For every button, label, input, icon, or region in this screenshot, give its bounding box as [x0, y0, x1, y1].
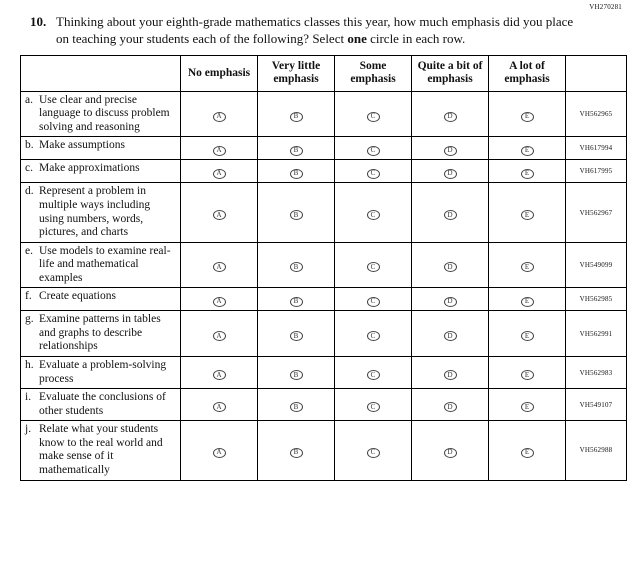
- answer-circle[interactable]: D: [444, 169, 457, 179]
- answer-cell-some: [335, 421, 412, 480]
- table-row: [21, 421, 627, 480]
- answer-circle[interactable]: C: [367, 169, 380, 179]
- answer-circle[interactable]: E: [521, 146, 534, 156]
- answer-cell-some: [335, 242, 412, 288]
- row-letter: j.: [25, 423, 32, 436]
- answer-circle[interactable]: C: [367, 146, 380, 156]
- row-label: Use clear and precise language to discuss problem solving and reasoning: [39, 93, 170, 133]
- row-label-cell: [21, 311, 181, 357]
- column-header-quite-a-bit: Quite a bit of emphasis: [412, 56, 489, 91]
- row-label-cell: [21, 357, 181, 389]
- answer-cell-very-little: [258, 137, 335, 160]
- code-column-header: [566, 56, 627, 91]
- answer-circle[interactable]: A: [213, 297, 226, 307]
- row-code: VH617995: [566, 160, 627, 183]
- answer-circle[interactable]: A: [213, 262, 226, 272]
- answer-cell-no-emphasis: [181, 160, 258, 183]
- answer-cell-quite-a-bit: [412, 389, 489, 421]
- answer-circle[interactable]: D: [444, 370, 457, 380]
- answer-cell-a-lot: [489, 137, 566, 160]
- row-label: Make approximations: [39, 162, 140, 175]
- row-label-column-header: [21, 56, 181, 91]
- answer-cell-no-emphasis: [181, 242, 258, 288]
- answer-cell-a-lot: [489, 160, 566, 183]
- row-label-cell: [21, 288, 181, 311]
- answer-circle[interactable]: D: [444, 210, 457, 220]
- row-letter: b.: [25, 139, 34, 152]
- column-header-some: Some emphasis: [335, 56, 412, 91]
- answer-cell-very-little: [258, 421, 335, 480]
- answer-cell-some: [335, 91, 412, 137]
- row-letter: i.: [25, 391, 32, 404]
- table-row: [21, 288, 627, 311]
- answer-circle[interactable]: A: [213, 331, 226, 341]
- row-code: VH562991: [566, 311, 627, 357]
- answer-circle[interactable]: E: [521, 370, 534, 380]
- answer-cell-no-emphasis: [181, 288, 258, 311]
- answer-cell-no-emphasis: [181, 183, 258, 242]
- answer-circle[interactable]: C: [367, 448, 380, 458]
- answer-cell-a-lot: [489, 421, 566, 480]
- row-label-cell: [21, 91, 181, 137]
- answer-circle[interactable]: C: [367, 297, 380, 307]
- answer-circle[interactable]: C: [367, 402, 380, 412]
- row-letter: c.: [25, 162, 33, 175]
- question-text-start: Thinking about your eighth-grade mathematics classes this year, how much emphasis did you place on teaching your students each of the following? Select: [56, 14, 574, 46]
- column-header-no-emphasis: No emphasis: [181, 56, 258, 91]
- answer-cell-quite-a-bit: [412, 137, 489, 160]
- answer-circle[interactable]: A: [213, 146, 226, 156]
- answer-cell-some: [335, 311, 412, 357]
- answer-cell-some: [335, 357, 412, 389]
- answer-cell-a-lot: [489, 357, 566, 389]
- answer-cell-no-emphasis: [181, 389, 258, 421]
- answer-cell-some: [335, 137, 412, 160]
- answer-cell-very-little: [258, 357, 335, 389]
- answer-cell-very-little: [258, 183, 335, 242]
- answer-circle[interactable]: B: [290, 448, 303, 458]
- answer-circle[interactable]: D: [444, 402, 457, 412]
- answer-cell-quite-a-bit: [412, 91, 489, 137]
- answer-cell-very-little: [258, 242, 335, 288]
- table-row: [21, 137, 627, 160]
- page-code: VH270281: [589, 3, 622, 11]
- column-header-very-little: Very little emphasis: [258, 56, 335, 91]
- table-row: [21, 311, 627, 357]
- answer-circle[interactable]: A: [213, 169, 226, 179]
- answer-circle[interactable]: B: [290, 112, 303, 122]
- emphasis-table: [20, 55, 627, 480]
- table-row: [21, 242, 627, 288]
- table-header-row: [21, 56, 627, 91]
- question-text-end: circle in each row.: [370, 30, 466, 46]
- table-body: [21, 91, 627, 480]
- answer-circle[interactable]: B: [290, 262, 303, 272]
- column-header-a-lot: A lot of emphasis: [489, 56, 566, 91]
- question-number: 10.: [30, 14, 47, 29]
- question-bold-word: one: [347, 30, 367, 46]
- answer-cell-quite-a-bit: [412, 421, 489, 480]
- table-row: [21, 160, 627, 183]
- answer-cell-some: [335, 288, 412, 311]
- answer-cell-no-emphasis: [181, 357, 258, 389]
- answer-circle[interactable]: E: [521, 448, 534, 458]
- row-code: VH562967: [566, 183, 627, 242]
- answer-circle[interactable]: E: [521, 262, 534, 272]
- answer-circle[interactable]: C: [367, 262, 380, 272]
- answer-cell-a-lot: [489, 288, 566, 311]
- answer-cell-very-little: [258, 91, 335, 137]
- answer-circle[interactable]: D: [444, 112, 457, 122]
- table-row: [21, 183, 627, 242]
- table-row: [21, 91, 627, 137]
- row-label: Use models to examine real-life and mathematical examples: [39, 244, 171, 284]
- row-label: Represent a problem in multiple ways including using numbers, words, pictures, and charts: [39, 185, 151, 239]
- row-label: Evaluate the conclusions of other students: [39, 391, 166, 417]
- answer-cell-a-lot: [489, 242, 566, 288]
- answer-circle[interactable]: E: [521, 297, 534, 307]
- answer-circle[interactable]: E: [521, 169, 534, 179]
- answer-circle[interactable]: B: [290, 297, 303, 307]
- answer-circle[interactable]: B: [290, 402, 303, 412]
- answer-cell-some: [335, 183, 412, 242]
- row-label: Evaluate a problem-solving process: [39, 359, 167, 385]
- row-label-cell: [21, 137, 181, 160]
- row-letter: a.: [25, 93, 33, 106]
- row-letter: e.: [25, 244, 33, 257]
- row-label-cell: [21, 183, 181, 242]
- row-label-cell: [21, 421, 181, 480]
- row-letter: f.: [25, 290, 32, 303]
- answer-circle[interactable]: A: [213, 370, 226, 380]
- answer-circle[interactable]: C: [367, 210, 380, 220]
- answer-cell-a-lot: [489, 311, 566, 357]
- row-code: VH562983: [566, 357, 627, 389]
- answer-circle[interactable]: A: [213, 112, 226, 122]
- row-code: VH562985: [566, 288, 627, 311]
- answer-circle[interactable]: E: [521, 402, 534, 412]
- answer-cell-no-emphasis: [181, 311, 258, 357]
- answer-cell-some: [335, 160, 412, 183]
- answer-cell-no-emphasis: [181, 137, 258, 160]
- answer-cell-very-little: [258, 389, 335, 421]
- answer-circle[interactable]: D: [444, 146, 457, 156]
- answer-circle[interactable]: A: [213, 448, 226, 458]
- answer-cell-a-lot: [489, 183, 566, 242]
- answer-circle[interactable]: B: [290, 210, 303, 220]
- answer-circle[interactable]: B: [290, 370, 303, 380]
- answer-cell-a-lot: [489, 91, 566, 137]
- answer-cell-quite-a-bit: [412, 288, 489, 311]
- answer-circle[interactable]: D: [444, 448, 457, 458]
- answer-cell-a-lot: [489, 389, 566, 421]
- row-label: Examine patterns in tables and graphs to describe relationships: [39, 313, 161, 353]
- row-label: Make assumptions: [39, 139, 125, 152]
- answer-circle[interactable]: B: [290, 169, 303, 179]
- answer-cell-no-emphasis: [181, 91, 258, 137]
- row-label-cell: [21, 242, 181, 288]
- answer-cell-no-emphasis: [181, 421, 258, 480]
- answer-circle[interactable]: D: [444, 262, 457, 272]
- answer-circle[interactable]: C: [367, 370, 380, 380]
- answer-circle[interactable]: D: [444, 297, 457, 307]
- table-row: [21, 389, 627, 421]
- answer-cell-quite-a-bit: [412, 242, 489, 288]
- row-code: VH549107: [566, 389, 627, 421]
- row-code: VH562965: [566, 91, 627, 137]
- row-label: Relate what your students know to the real world and make sense of it mathematically: [39, 423, 163, 476]
- row-label: Create equations: [39, 290, 116, 303]
- row-letter: d.: [25, 185, 34, 198]
- answer-circle[interactable]: E: [521, 112, 534, 122]
- row-letter: h.: [25, 359, 34, 371]
- answer-circle[interactable]: C: [367, 331, 380, 341]
- answer-circle[interactable]: E: [521, 210, 534, 220]
- answer-cell-quite-a-bit: [412, 183, 489, 242]
- answer-cell-quite-a-bit: [412, 311, 489, 357]
- answer-circle[interactable]: A: [213, 402, 226, 412]
- answer-cell-very-little: [258, 311, 335, 357]
- answer-circle[interactable]: B: [290, 146, 303, 156]
- row-code: VH549099: [566, 242, 627, 288]
- question-text: [56, 14, 586, 47]
- row-letter: g.: [25, 313, 34, 326]
- answer-circle[interactable]: B: [290, 331, 303, 341]
- question-block: [30, 14, 586, 47]
- answer-cell-quite-a-bit: [412, 357, 489, 389]
- answer-circle[interactable]: A: [213, 210, 226, 220]
- row-code: VH617994: [566, 137, 627, 160]
- row-label-cell: [21, 389, 181, 421]
- answer-cell-some: [335, 389, 412, 421]
- answer-cell-very-little: [258, 160, 335, 183]
- answer-circle[interactable]: C: [367, 112, 380, 122]
- answer-cell-quite-a-bit: [412, 160, 489, 183]
- row-label-cell: [21, 160, 181, 183]
- row-code: VH562988: [566, 421, 627, 480]
- answer-circle[interactable]: D: [444, 331, 457, 341]
- answer-circle[interactable]: E: [521, 331, 534, 341]
- answer-cell-very-little: [258, 288, 335, 311]
- table-row: [21, 357, 627, 389]
